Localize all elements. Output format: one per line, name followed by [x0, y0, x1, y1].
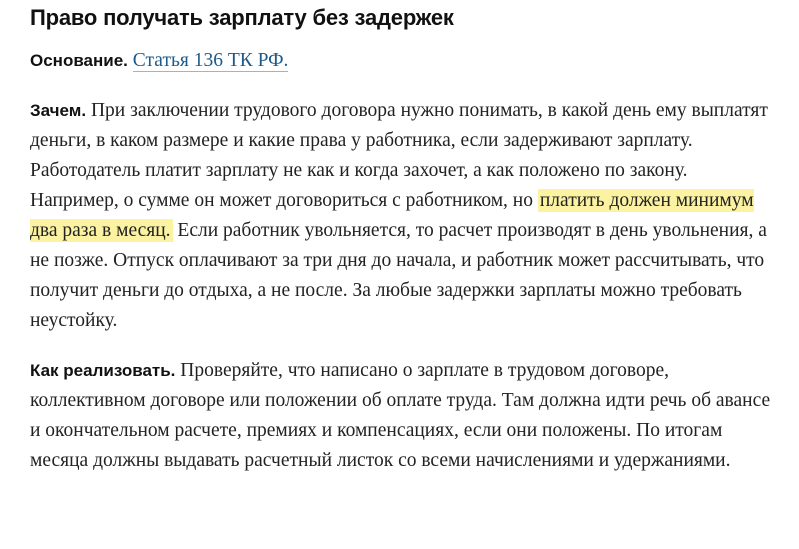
why-text-after: Если работник увольняется, то расчет производят в день увольнения, а не позже. Отпуск оплачивают за три дня до начала, и работник может рассчитывать, что получит деньги до отдыха, а не после. За любые задержки зарплаты можно требовать неустойку. [30, 220, 767, 331]
article [30, 0, 780, 476]
why-lead: Зачем. [30, 101, 87, 120]
how-text: Проверяйте, что написано о зарплате в трудовом договоре, коллективном договоре или положении об оплате труда. Там должна идти речь об авансе и окончательном расчете, премиях и компенсациях, если они положены. По итогам месяца должны выдавать расчетный листок со всеми начислениями и удержаниями. [30, 360, 771, 471]
why-paragraph [30, 96, 780, 336]
highlighted-text: платить должен минимум два раза в месяц. [30, 190, 754, 241]
article-title: Право получать зарплату без задержек [30, 5, 454, 30]
law-article-link[interactable]: Статья 136 ТК РФ. [132, 50, 289, 71]
how-paragraph [30, 356, 780, 476]
why-text-before: При заключении трудового договора нужно понимать, в какой день ему выплатят деньги, в каком размере и какие права у работника, если задерживают зарплату. Работодатель платит зарплату не как и когда захочет, а как положено по закону. Например, о сумме он может договориться с работником, но [30, 100, 768, 211]
basis-paragraph [30, 46, 780, 76]
basis-lead: Основание. [30, 51, 128, 70]
how-lead: Как реализовать. [30, 361, 176, 380]
